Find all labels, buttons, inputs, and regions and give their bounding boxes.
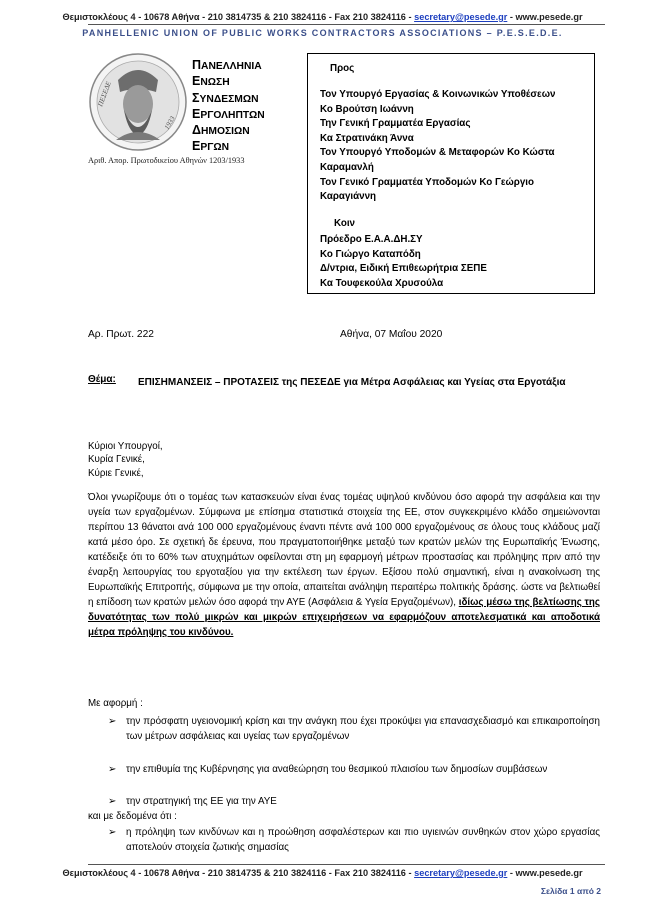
arrow-bullet-icon: ➢	[108, 764, 117, 775]
cc-line: Κα Τουφεκούλα Χρυσούλα	[320, 277, 444, 289]
footer-address: Θεμιστοκλέους 4 - 10678 Αθήνα - 210 3814735 & 210 3824116 - Fax 210 3824116 -	[62, 868, 415, 878]
bullet-item: ➢ την στρατηγική της ΕΕ για την ΑΥΕ	[108, 796, 277, 807]
header-address: Θεμιστοκλέους 4 - 10678 Αθήνα - 210 3814735 & 210 3824116 - Fax 210 3824116 -	[62, 12, 415, 22]
letter-date: Αθήνα, 07 Μαΐου 2020	[340, 329, 443, 340]
salutation-line: Κυρία Γενικέ,	[88, 454, 145, 466]
recipient-line: Τον Υπουργό Υποδομών & Μεταφορών Κο Κώστα	[320, 147, 555, 159]
acronym-line: ΕΡΓΩΝ	[192, 139, 230, 154]
logo-lettering: ΠΕΣΕΔΕ	[96, 80, 113, 108]
arrow-bullet-icon: ➢	[108, 796, 117, 807]
org-acronym	[192, 58, 265, 156]
page-number: Σελίδα 1 από 2	[540, 886, 601, 896]
motive-label: Με αφορμή :	[88, 698, 143, 709]
header-divider	[88, 24, 605, 25]
emphasis-text: ιδίως μέσω της βελτίωσης της δυνατότητας των πολύ μικρών και μικρών επιχειρήσεων να εφαρμόζουν αποτελεσματικά και αποδοτικά μέτρα πρόληψης του κινδύνου.	[88, 597, 600, 638]
recipient-line: Καραμανλή	[320, 161, 374, 173]
to-label: Προς	[330, 63, 355, 74]
cc-line: Δ/ντρια, Ειδική Επιθεωρήτρια ΣΕΠΕ	[320, 263, 487, 275]
recipient-line: Την Γενική Γραμματέα Εργασίας	[320, 118, 471, 130]
pericles-logo	[88, 52, 188, 152]
arrow-bullet-icon: ➢	[108, 827, 117, 838]
footer-contact	[0, 868, 645, 878]
subject-label: Θέμα:	[88, 374, 116, 385]
acronym-line: ΣΥΝΔΕΣΜΩΝ	[192, 90, 259, 105]
given-label: και με δεδομένα ότι :	[88, 811, 177, 822]
acronym-line: ΕΡΓΟΛΗΠΤΩΝ	[192, 106, 265, 121]
org-english-name: PANHELLENIC UNION OF PUBLIC WORKS CONTRACTORS ASSOCIATIONS – P.E.S.E.D.E.	[82, 28, 563, 38]
to-list	[320, 88, 555, 205]
body-paragraph: Όλοι γνωρίζουμε ότι ο τομέας των κατασκευών είναι ένας τομέας υψηλού κινδύνου όσο αφορά την ασφάλεια και την υγεία των εργαζομένων. Σύμφωνα με επίσημα στατιστικά στοιχεία της ΕΕ, στον συγκεκριμένο κλάδο σημειώνονται περίπου 13 θάνατοι ανά 100 000 εργαζομένους έναντι πέντε ανά 100 000 εργαζομένους σε όλους τους κλάδους μαζί κατά μέσο όρο. Σε σχετική δε έρευνα, που πραγματοποιήθηκε μεταξύ των κρατών μελών της Ευρωπαϊκής Ένωσης, κατέδειξε ότι το 60% των ατυχημάτων οφείλονται στη μη εφαρμογή μέτρων προστασίας και πρόληψης πριν από την έναρξη λειτουργίας του εργοταξίου για την εκτέλεση των έργων. Εξίσου πολύ σημαντική, είναι η ανακοίνωση της Ευρωπαϊκής Επιτροπής, σύμφωνα με την οποία, απαιτείται ανάληψη περαιτέρω πολιτικής δράσης. ώστε να βελτιωθεί η επίδοση των κρατών μελών όσο αφορά την ΑΥΕ (Ασφάλεια & Υγεία Εργαζομένων), ιδίως μέσω της βελτίωσης της δυνατότητας των πολύ μικρών και μικρών επιχειρήσεων να εφαρμόζουν αποτελεσματικά και αποδοτικά μέτρα πρόληψης του κινδύνου.	[88, 492, 600, 638]
bullet-item: ➢ η πρόληψη των κινδύνων και η προώθηση ασφαλέστερων και πιο υγιεινών συνθηκών στον χώρο εργασίας αποτελούν στοιχεία ζωτικής σημασίας	[108, 827, 600, 853]
footer-website: - www.pesede.gr	[507, 868, 583, 878]
recipient-line: Καραγιάννη	[320, 191, 377, 203]
cc-label: Κοιν	[334, 218, 356, 229]
footer-email-link[interactable]: secretary@pesede.gr	[414, 868, 508, 878]
recipient-line: Κο Βρούτση Ιωάννη	[320, 103, 414, 115]
subject-text: ΕΠΙΣΗΜΑΝΣΕΙΣ – ΠΡΟΤΑΣΕΙΣ της ΠΕΣΕΔΕ για Μέτρα Ασφάλειας και Υγείας στα Εργοτάξια	[138, 377, 566, 388]
salutation-line: Κύριε Γενικέ,	[88, 467, 144, 479]
svg-text:1933: 1933	[162, 114, 177, 131]
protocol-number: Αρ. Πρωτ. 222	[88, 329, 154, 340]
acronym-line: ΕΝΩΣΗ	[192, 74, 230, 89]
acronym-line: ΠΑΝΕΛΛΗΝΙΑ	[192, 58, 262, 72]
recipient-line: Κα Στρατινάκη Άννα	[320, 132, 414, 144]
bullet-item: ➢ την επιθυμία της Κυβέρνησης για αναθεώρηση του θεσμικού πλαισίου των δημοσίων συμβάσεων	[108, 764, 548, 775]
header-website: - www.pesede.gr	[507, 12, 583, 22]
arrow-bullet-icon: ➢	[108, 716, 117, 727]
recipient-line: Τον Υπουργό Εργασίας & Κοινωνικών Υποθέσεων	[320, 89, 556, 100]
cc-line: Κο Γιώργο Καταπόδη	[320, 248, 421, 260]
registration-number: Αριθ. Απορ. Πρωτοδικείου Αθηνών 1203/1933	[88, 156, 245, 165]
header-email-link[interactable]: secretary@pesede.gr	[414, 12, 508, 22]
footer-divider	[88, 864, 605, 865]
header-contact	[0, 12, 645, 22]
cc-line: Πρόεδρο Ε.Α.Α.ΔΗ.ΣΥ	[320, 234, 423, 245]
recipient-line: Τον Γενικό Γραμματέα Υποδομών Κο Γεώργιο	[320, 176, 535, 188]
bullet-item: ➢ την πρόσφατη υγειονομική κρίση και την ανάγκη που έχει προκύψει για επανασχεδιασμό και επικαιροποίηση των μέτρων ασφάλειας και υγείας των εργαζομένων	[108, 716, 600, 742]
acronym-line: ΔΗΜΟΣΙΩΝ	[192, 123, 250, 138]
salutation	[88, 440, 163, 480]
cc-list	[320, 233, 487, 291]
salutation-line: Κύριοι Υπουργοί,	[88, 441, 163, 452]
